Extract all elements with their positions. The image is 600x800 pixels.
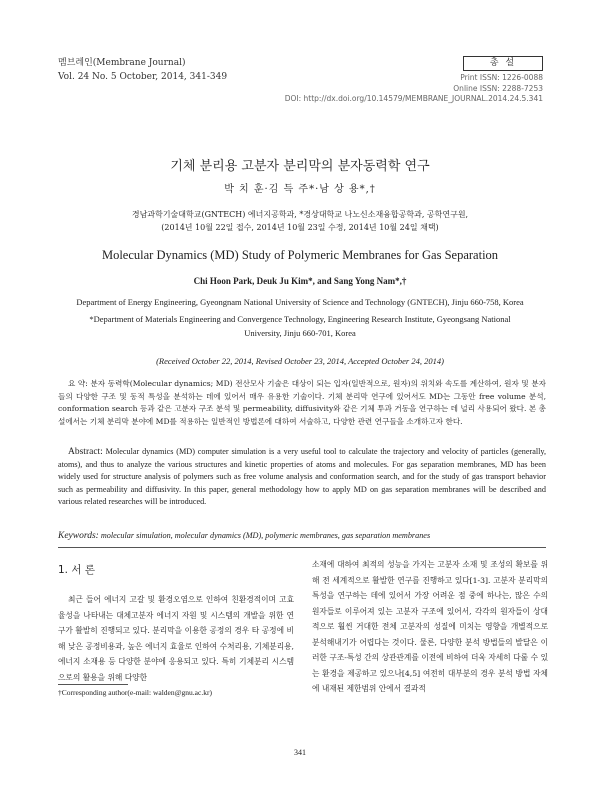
keywords-label: Keywords:	[58, 531, 99, 541]
title-english: Molecular Dynamics (MD) Study of Polymeric Membranes for Gas Separation	[101, 248, 499, 262]
footnote-divider	[58, 684, 128, 685]
affiliation-korean	[0, 208, 600, 234]
title-korean: 기체 분리용 고분자 분리막의 분자동력학 연구	[170, 159, 430, 174]
abstract-english-label: Abstract:	[68, 447, 103, 457]
keywords-text: molecular simulation, molecular dynamics (MD), polymeric membranes, gas separation membranes	[100, 531, 431, 540]
dates-korean-line: (2014년 10월 22일 접수, 2014년 10월 23일 수정, 2014년 10월 24일 채택)	[161, 223, 439, 232]
page-number: 341	[294, 748, 306, 757]
print-issn: Print ISSN: 1226-0088	[460, 73, 543, 82]
corresponding-author-footnote: †Corresponding author(e-mail: walden@gnu.ac.kr)	[58, 688, 212, 697]
affiliation-korean-line: 경남과학기술대학교(GNTECH) 에너지공학과, *경상대학교 나노신소재융합공학과, 공학연구원,	[131, 210, 469, 219]
doi[interactable]: DOI: http://dx.doi.org/10.14579/MEMBRANE_JOURNAL.2014.24.5.341	[284, 94, 543, 103]
section-heading: 1. 서 론	[58, 564, 95, 576]
journal-issue: Vol. 24 No. 5 October, 2014, 341-349	[58, 72, 228, 82]
body-column-left: 최근 들어 에너지 고갈 및 환경오염으로 인하여 친환경적이며 고효율성을 나타내는 대체고분자 에너지 자원 및 시스템의 개발을 위한 연구가 활발히 진행되고 있다. 분리막을 이용한 공정의 경우 타 공정에 비해 낮은 공정비용과, 높은 에너지 효율로 인하여 수처리용, 기체분리용, 에너지 소재용 등 다양한 분야에 응용되고 있다. 특히 기체분리 시스템으로의 활용을 위해 다양한	[58, 595, 294, 682]
abstract-english-text: Molecular dynamics (MD) computer simulation is a very useful tool to calculate the trajectory and velocity of particles (generally, atoms), and thus to analyze the various structures and kinetic properties of atoms and molecules. For gas separation membranes, MD has been widely used for structure analysis of polymers such as free volume analysis and conformation search, and for the study of gas transport behavior such as permeability and diffusivity. In this paper, general methodology how to apply MD on gas separation membranes will be described and various related researches will be introduced.	[58, 447, 546, 506]
journal-name: 멤브레인(Membrane Journal)	[58, 58, 186, 68]
affiliation-english-2: *Department of Materials Engineering and Convergence Technology, Engineering Research Institute, Gyeongsang National University, Jinju 660-701, Korea	[89, 314, 511, 338]
issn-block	[285, 73, 543, 105]
abstract-korean	[58, 378, 546, 428]
authors-korean: 박 치 훈·김 득 주*·남 상 용*,†	[224, 184, 376, 195]
online-issn: Online ISSN: 2288-7253	[453, 83, 543, 93]
authors-english: Chi Hoon Park, Deuk Ju Kim*, and Sang Yong Nam*,†	[193, 276, 407, 286]
section-divider	[58, 547, 546, 548]
abstract-korean-text: 분자 동력학(Molecular dynamics; MD) 전산모사 기술은 대상이 되는 입자(일반적으로, 원자)의 위치와 속도를 계산하여, 원자 및 분자들의 다양한 구조 및 동적 특성을 분석하는 데에 있어서 매우 유용한 기술이다. 기체 분리막 연구에 있어서도 MD는 그동안 free volume 분석, conformation search 등과 같은 고분자 구조 분석 및 permeability, diffusivity와 같은 기체 투과 거동을 연구하는 데 널리 사용되어 왔다. 본 총설에서는 기체 분리막 분야에 MD를 적용하는 일반적인 방법론에 대하여 서술하고, 다양한 관련 연구들을 소개하고자 한다.	[58, 379, 546, 426]
abstract-english	[58, 446, 546, 509]
article-type-badge: 총 설	[463, 56, 543, 71]
body-column-right: 소재에 대하여 최적의 성능을 가지는 고분자 소재 및 조성의 확보를 위해 전 세계적으로 활발한 연구를 진행하고 있다[1-3]. 고분자 분리막의 특성을 연구하는 데에 있어서 가장 어려운 점 중에 하나는, 많은 수의 원자들로 이루어져 있는 고분자 구조에 있어서, 각각의 원자들이 상대적으로 훨씬 거대한 전체 고분자의 성질에 미치는 영향을 개별적으로 분석해내기가 어렵다는 것이다. 물론, 다양한 분석 방법들의 발달은 이러한 구조-특성 간의 상관관계를 이전에 비하여 더욱 자세히 다룰 수 있는 환경을 제공하고 있으나[4,5] 여전히 대부분의 경우 분석 방법 자체에 내재된 제한범위 안에서 결과적	[312, 560, 548, 693]
abstract-korean-label: 요 약:	[68, 379, 88, 388]
keywords	[58, 531, 546, 541]
journal-info	[58, 56, 227, 84]
affiliation-english	[70, 295, 530, 343]
received-dates: (Received October 22, 2014, Revised October 23, 2014, Accepted October 24, 2014)	[156, 356, 444, 366]
affiliation-english-1: Department of Energy Engineering, Gyeongnam National University of Science and Technology (GNTECH), Jinju 660-758, Korea	[76, 297, 524, 307]
